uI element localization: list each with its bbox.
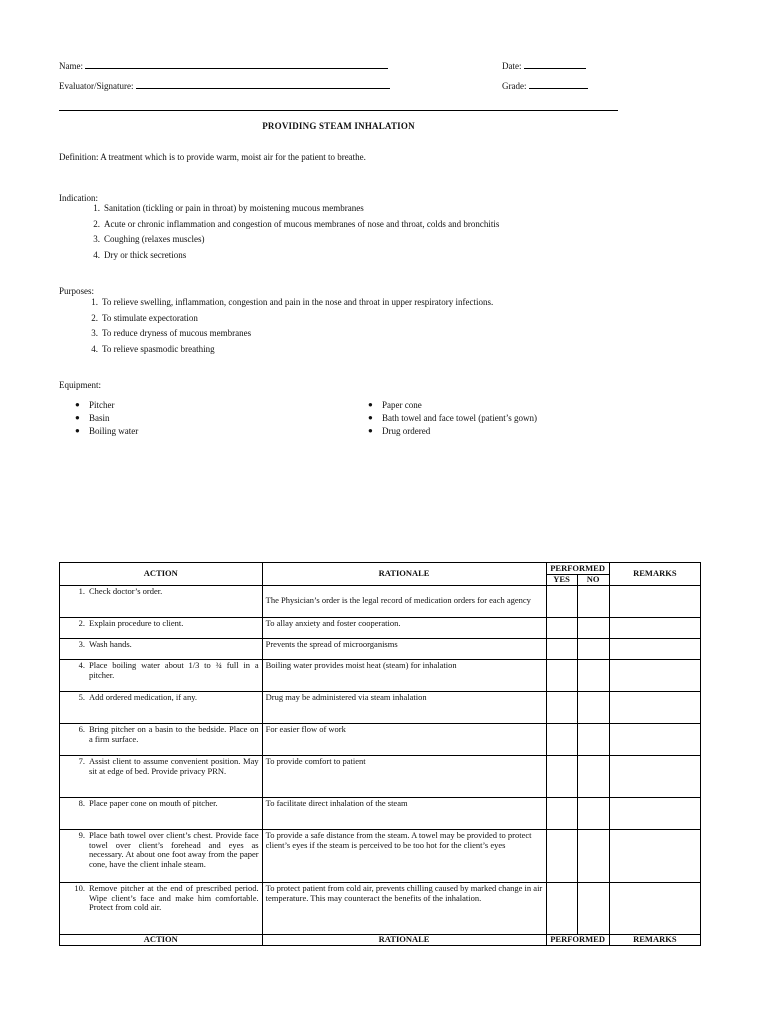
rationale-cell: To provide a safe distance from the steam. A towel may be provided to protect client’s eyes if the steam is perceived to be too hot for the client’s eyes — [262, 829, 546, 882]
remarks-cell[interactable] — [609, 797, 700, 829]
header-performed: PERFORMED — [546, 563, 609, 575]
no-checkbox-cell[interactable] — [577, 797, 609, 829]
list-item: 1. To relieve swelling, inflammation, congestion and pain in the nose and throat in upper respiratory infections. — [91, 297, 494, 307]
yes-checkbox-cell[interactable] — [546, 638, 577, 659]
table-row — [60, 797, 701, 829]
list-item: ● Paper cone — [368, 400, 422, 410]
header-action: ACTION — [60, 563, 263, 586]
purposes-list — [86, 297, 493, 359]
list-item: ● Basin — [75, 413, 110, 423]
date-field-row — [502, 59, 586, 71]
table-row — [60, 659, 701, 691]
remarks-cell[interactable] — [609, 638, 700, 659]
footer-performed: PERFORMED — [546, 934, 609, 945]
no-checkbox-cell[interactable] — [577, 691, 609, 723]
table-row — [60, 691, 701, 723]
action-cell: 10. Remove pitcher at the end of prescribed period. Wipe client’s face and make him comfortable. Protect from cold air. — [60, 882, 263, 934]
action-cell: 2. Explain procedure to client. — [60, 617, 263, 638]
yes-checkbox-cell[interactable] — [546, 659, 577, 691]
remarks-cell[interactable] — [609, 829, 700, 882]
remarks-cell[interactable] — [609, 755, 700, 797]
action-cell: 6. Bring pitcher on a basin to the bedside. Place on a firm surface. — [60, 723, 263, 755]
indication-heading: Indication: — [59, 193, 98, 203]
footer-action: ACTION — [60, 934, 263, 945]
evaluator-field-row — [59, 79, 390, 91]
rationale-cell: To allay anxiety and foster cooperation. — [262, 617, 546, 638]
list-item: 2. To stimulate expectoration — [91, 312, 198, 323]
action-cell: 1. Check doctor’s order. — [60, 585, 263, 617]
no-checkbox-cell[interactable] — [577, 585, 609, 617]
yes-checkbox-cell[interactable] — [546, 691, 577, 723]
action-cell: 4. Place boiling water about 1/3 to ¾ full in a pitcher. — [60, 659, 263, 691]
action-cell: 5. Add ordered medication, if any. — [60, 691, 263, 723]
equipment-list-left — [75, 400, 138, 439]
date-line[interactable] — [524, 59, 586, 69]
footer-rationale: RATIONALE — [262, 934, 546, 945]
rationale-cell: To protect patient from cold air, prevents chilling caused by marked change in air temperature. This may counteract the benefits of the inhalation. — [262, 882, 546, 934]
yes-checkbox-cell[interactable] — [546, 585, 577, 617]
no-checkbox-cell[interactable] — [577, 829, 609, 882]
footer-remarks: REMARKS — [609, 934, 700, 945]
rationale-cell: The Physician’s order is the legal record of medication orders for each agency — [262, 585, 546, 617]
table-row — [60, 638, 701, 659]
no-checkbox-cell[interactable] — [577, 882, 609, 934]
action-cell: 3. Wash hands. — [60, 638, 263, 659]
header-no: NO — [577, 575, 609, 586]
no-checkbox-cell[interactable] — [577, 659, 609, 691]
list-item: ● Drug ordered — [368, 426, 431, 436]
equipment-heading: Equipment: — [59, 380, 101, 390]
table-footer-row — [60, 934, 701, 945]
table-row — [60, 829, 701, 882]
purposes-heading: Purposes: — [59, 286, 95, 296]
yes-checkbox-cell[interactable] — [546, 723, 577, 755]
table-row — [60, 723, 701, 755]
procedure-table — [59, 562, 701, 946]
definition-text: Definition: A treatment which is to provide warm, moist air for the patient to breathe. — [59, 152, 366, 162]
rationale-cell: For easier flow of work — [262, 723, 546, 755]
yes-checkbox-cell[interactable] — [546, 755, 577, 797]
list-item: 3. To reduce dryness of mucous membranes — [91, 328, 252, 338]
yes-checkbox-cell[interactable] — [546, 829, 577, 882]
equipment-list-right — [368, 400, 537, 439]
rationale-cell: Boiling water provides moist heat (steam) for inhalation — [262, 659, 546, 691]
no-checkbox-cell[interactable] — [577, 617, 609, 638]
list-item: 2. Acute or chronic inflammation and congestion of mucous membranes of nose and throat, colds and bronchitis — [93, 218, 500, 229]
list-item: 3. Coughing (relaxes muscles) — [93, 234, 205, 244]
action-cell: 9. Place bath towel over client’s chest. Provide face towel over client’s forehead and eyes as necessary. At about one foot away from the paper cone, have the client inhale steam. — [60, 829, 263, 882]
remarks-cell[interactable] — [609, 585, 700, 617]
yes-checkbox-cell[interactable] — [546, 617, 577, 638]
remarks-cell[interactable] — [609, 659, 700, 691]
action-cell: 8. Place paper cone on mouth of pitcher. — [60, 797, 263, 829]
list-item: 4. To relieve spasmodic breathing — [91, 343, 215, 354]
grade-field-row — [502, 79, 588, 91]
grade-label: Grade: — [502, 81, 527, 91]
indication-list — [88, 203, 499, 265]
date-label: Date: — [502, 61, 522, 71]
header-rationale: RATIONALE — [262, 563, 546, 586]
list-item: 4. Dry or thick secretions — [93, 249, 187, 260]
table-row — [60, 882, 701, 934]
evaluator-line[interactable] — [136, 79, 390, 89]
header-remarks: REMARKS — [609, 563, 700, 586]
list-item: ● Boiling water — [75, 426, 139, 436]
table-row — [60, 755, 701, 797]
rationale-cell: Drug may be administered via steam inhalation — [262, 691, 546, 723]
rationale-cell: To facilitate direct inhalation of the steam — [262, 797, 546, 829]
page-title: PROVIDING STEAM INHALATION — [262, 121, 415, 131]
remarks-cell[interactable] — [609, 617, 700, 638]
no-checkbox-cell[interactable] — [577, 638, 609, 659]
remarks-cell[interactable] — [609, 882, 700, 934]
list-item: ● Bath towel and face towel (patient’s gown) — [368, 413, 537, 423]
grade-line[interactable] — [529, 79, 588, 89]
action-cell: 7. Assist client to assume convenient position. May sit at edge of bed. Provide privacy PRN. — [60, 755, 263, 797]
remarks-cell[interactable] — [609, 723, 700, 755]
yes-checkbox-cell[interactable] — [546, 797, 577, 829]
no-checkbox-cell[interactable] — [577, 755, 609, 797]
header-yes: YES — [546, 575, 577, 586]
yes-checkbox-cell[interactable] — [546, 882, 577, 934]
remarks-cell[interactable] — [609, 691, 700, 723]
name-label: Name: — [59, 61, 83, 71]
list-item: 1. Sanitation (tickling or pain in throat) by moistening mucous membranes — [93, 203, 364, 213]
name-field-row — [59, 59, 388, 71]
table-row — [60, 585, 701, 617]
rationale-cell: Prevents the spread of microorganisms — [262, 638, 546, 659]
no-checkbox-cell[interactable] — [577, 723, 609, 755]
header-divider — [59, 110, 618, 111]
rationale-cell: To provide comfort to patient — [262, 755, 546, 797]
list-item: ● Pitcher — [75, 400, 115, 410]
evaluator-label: Evaluator/Signature: — [59, 81, 134, 91]
table-row — [60, 617, 701, 638]
name-line[interactable] — [85, 59, 388, 69]
